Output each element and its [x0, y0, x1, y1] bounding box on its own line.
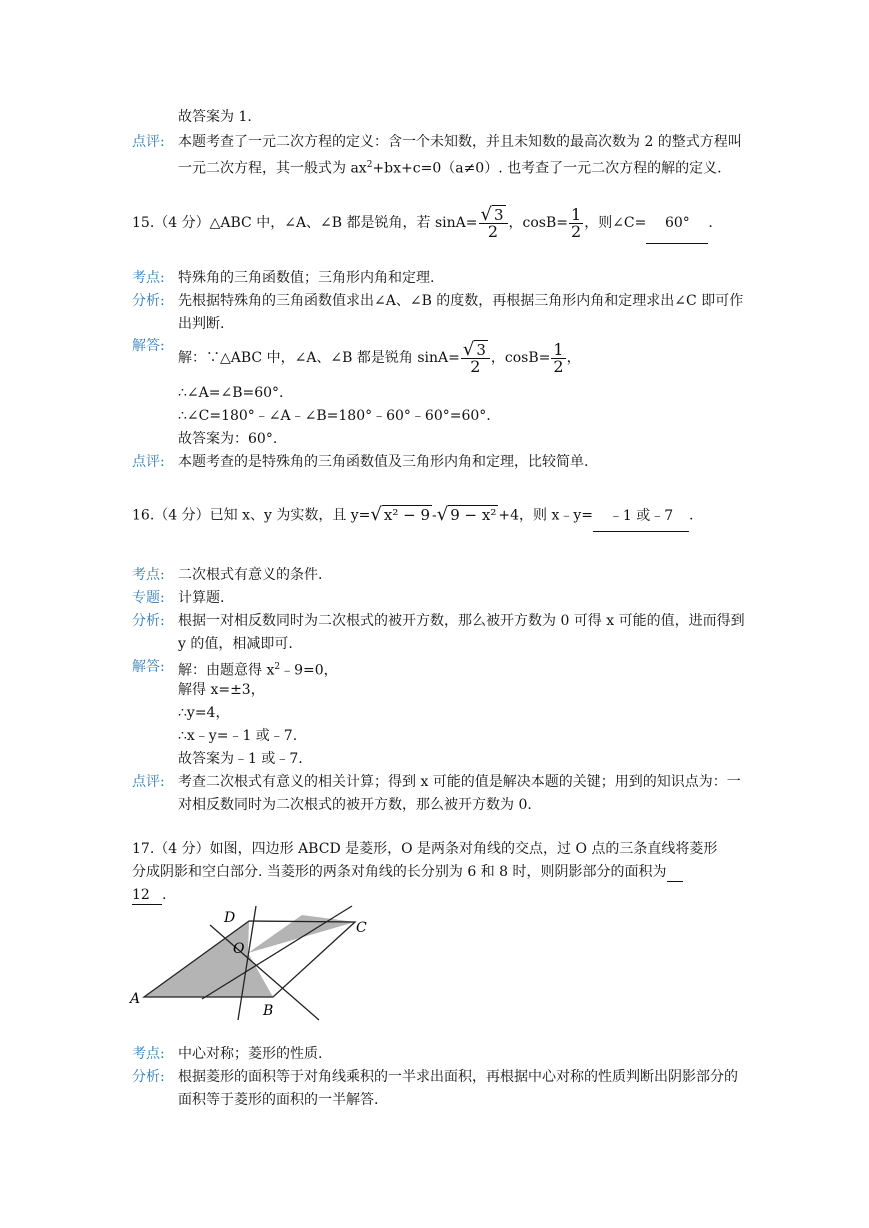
q15-fenxi-1: 先根据特殊角的三角函数值求出∠A、∠B 的度数，再根据三角形内角和定理求出∠C 即可作: [178, 293, 744, 309]
q16-stem-a: 16.（4 分）已知 x、y 为实数，且 y=: [132, 507, 371, 524]
q16-jieda-tag: 解答:: [132, 659, 165, 675]
label-c: C: [356, 920, 367, 936]
q16-kaodian: 二次根式有意义的条件.: [178, 567, 323, 583]
q16-dianping-tag: 点评:: [132, 774, 165, 790]
rhombus-figure: [126, 904, 376, 1026]
q15-dianping: 本题考查的是特殊角的三角函数值及三角形内角和定理，比较简单.: [178, 454, 589, 470]
prev-answer-line: 故答案为 1.: [178, 109, 252, 125]
q17-kaodian-tag: 考点:: [132, 1046, 165, 1062]
q16-radical-1-arg: x² − 9: [383, 506, 431, 524]
q16-jieda-1b: ﹣9=0，: [280, 662, 338, 679]
q15-jieda-sqrt-arg: 3: [476, 340, 486, 359]
q16-fenxi-1: 根据一对相反数同时为二次根式的被开方数，那么被开方数为 0 可得 x 可能的值，进而得到: [178, 613, 745, 629]
q15-cos-num: 1: [571, 204, 582, 224]
prev-comment-line-2: [178, 156, 722, 178]
q15-end: .: [708, 215, 713, 231]
q17-answer: 12: [132, 886, 162, 905]
q15-sqrt-arg: 3: [493, 205, 504, 224]
prev-comment-tag: 点评:: [132, 134, 165, 150]
q17-fenxi-2: 面积等于菱形的面积的一半解答.: [178, 1092, 379, 1108]
q16-kaodian-tag: 考点:: [132, 567, 165, 583]
prev-comment-2b: +bx+c=0（a≠0）. 也考查了一元二次方程的解的定义.: [372, 160, 722, 177]
q16-radical-2: √ 9 − x²: [436, 504, 497, 525]
q17-kaodian: 中心对称；菱形的性质.: [178, 1046, 323, 1062]
q15-cos-den: 2: [571, 221, 582, 241]
q16-answer-blank: ﹣1 或﹣7: [593, 501, 689, 532]
q15-cos-fraction: [569, 204, 583, 241]
q16-dianping-2: 对相反数同时为二次根式的被开方数，那么被开方数为 0.: [178, 797, 532, 813]
q16-jieda-1: [178, 658, 338, 680]
prev-comment-2a: 一元二次方程，其一般式为 ax: [178, 160, 367, 177]
q15-jieda-cos-fraction: [551, 339, 565, 376]
q15-jieda-sin-den: 2: [470, 356, 481, 376]
q17-answer-line: [132, 886, 166, 905]
q15-sin-den: 2: [487, 221, 499, 241]
q15-jieda-1b: ，cosB=: [490, 350, 551, 366]
q16-end: .: [689, 507, 694, 524]
q17-end: .: [162, 887, 167, 903]
q16-zhuanti: 计算题.: [178, 590, 225, 606]
q17-fenxi-tag: 分析:: [132, 1069, 165, 1085]
q15-jieda-2: ∴∠A=∠B=60°.: [178, 385, 284, 401]
q16-jieda-4: ∴x﹣y=﹣1 或﹣7.: [178, 728, 298, 744]
q16-zhuanti-tag: 专题:: [132, 590, 165, 606]
q17-stem-2-text: 分成阴影和空白部分. 当菱形的两条对角线的长分别为 6 和 8 时，则阴影部分的面积为: [132, 864, 667, 880]
q15-jieda-1: [178, 338, 581, 378]
q15-kaodian: 特殊角的三角函数值；三角形内角和定理.: [178, 270, 435, 286]
q17-answer-blank-start: [667, 863, 683, 882]
label-d: D: [224, 910, 236, 926]
q15-kaodian-tag: 考点:: [132, 270, 165, 286]
q15-jieda-3: ∴∠C=180°﹣∠A﹣∠B=180°﹣60°﹣60°=60°.: [178, 408, 491, 424]
q16-jieda-3: ∴y=4，: [178, 705, 230, 721]
q16-jieda-5: 故答案为﹣1 或﹣7.: [178, 751, 303, 767]
q17-stem-2: [132, 863, 683, 882]
q15-sin-fraction: [479, 203, 508, 241]
q16-fenxi-2: y 的值，相减即可.: [178, 636, 293, 652]
q15-stem-c: ，则∠C=: [584, 215, 647, 231]
q15-jieda-cos-num: 1: [553, 339, 564, 359]
q15-jieda-1a: 解：∵△ABC 中，∠A、∠B 都是锐角 sinA=: [178, 350, 460, 366]
label-o: O: [233, 941, 245, 957]
q16-jieda-1-sup: 2: [274, 662, 281, 672]
q17-fenxi-1: 根据菱形的面积等于对角线乘积的一半求出面积，再根据中心对称的性质判断出阴影部分的: [178, 1069, 738, 1085]
q16-minus: -: [432, 507, 437, 524]
q15-jieda-tag: 解答:: [132, 338, 165, 354]
q17-stem-1: 17.（4 分）如图，四边形 ABCD 是菱形，O 是两条对角线的交点，过 O 点的三条直线将菱形: [132, 841, 718, 857]
q16-jieda-2: 解得 x=±3，: [178, 682, 265, 698]
label-b: B: [263, 1003, 274, 1019]
q15-stem-a: 15.（4 分）△ABC 中，∠A、∠B 都是锐角，若 sinA=: [132, 215, 478, 231]
q15-jieda-4: 故答案为：60°.: [178, 431, 278, 447]
q15-fenxi-2: 出判断.: [178, 316, 225, 332]
q15-jieda-sin-fraction: $\frac{√ 3}{2}$: [461, 341, 490, 375]
q15-answer-blank: 60°: [646, 203, 708, 244]
q15-fenxi-tag: 分析:: [132, 293, 165, 309]
prev-comment-2-sup: 2: [366, 160, 373, 170]
q15-stem-b: ，cosB=: [508, 215, 569, 231]
q16-radical-2-arg: 9 − x²: [450, 506, 497, 524]
prev-comment-line-1: 本题考查了一元二次方程的定义：含一个未知数，并且未知数的最高次数为 2 的整式方程叫: [178, 134, 742, 150]
q16-dianping-1: 考查二次根式有意义的相关计算；得到 x 可能的值是解决本题的关键；用到的知识点为：一: [178, 774, 741, 790]
q15-stem: [132, 203, 713, 244]
q15-sqrt-symbol: √ 3: [480, 203, 504, 225]
q16-stem-b: +4，则 x﹣y=: [498, 507, 593, 524]
q15-jieda-cos-den: 2: [553, 356, 564, 376]
q16-fenxi-tag: 分析:: [132, 613, 165, 629]
label-a: A: [130, 991, 141, 1007]
q16-jieda-1a: 解：由题意得 x: [178, 662, 275, 679]
q15-jieda-1c: ，: [566, 350, 581, 366]
q16-stem: [132, 500, 693, 532]
q16-radical-1: √ x² − 9: [370, 504, 431, 525]
q15-dianping-tag: 点评:: [132, 454, 165, 470]
